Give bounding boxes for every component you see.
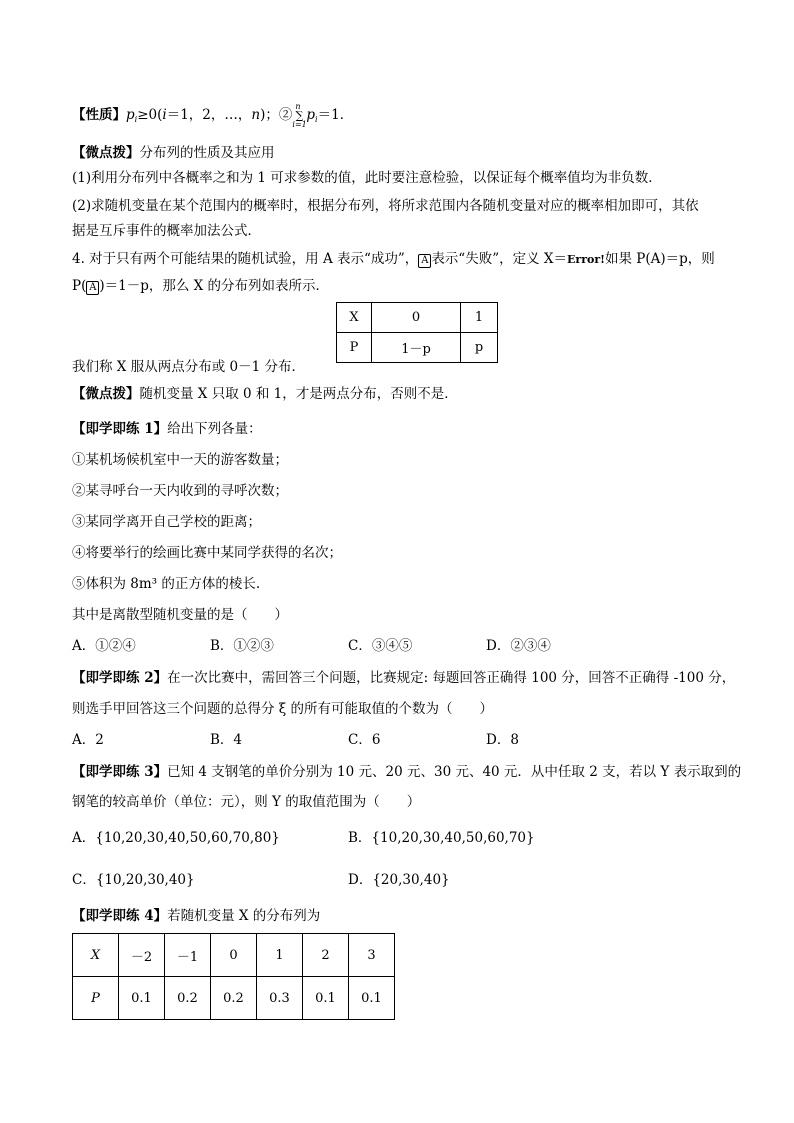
property-line: 【性质】$p_i\ge 0(i=1$，2，…，n)；② n ∑ i=1 $p_i=1$． [72,102,354,129]
table-row: X 0 1 [337,303,498,333]
tip-2: 【微点拨】随机变量 X 只取 0 和 1，才是两点分布，否则不是． [72,386,458,402]
exercise-3-heading: 【即学即练 3】已知 4 支钢笔的单价分别为 10 元、20 元、30 元、40 元．从中任取 2 支，若以 Y 表示取到的 [72,764,742,780]
option-a[interactable]: A．2 [72,732,104,748]
exercise-3-line: 钢笔的较高单价（单位：元），则 Y 的取值范围为（ ） [72,794,421,810]
two-point-distribution-table [336,302,498,363]
exercise-1-heading: 【即学即练 1】给出下列各量： [72,421,262,437]
tip-heading: 【微点拨】分布列的性质及其应用 [72,145,275,161]
distribution-table [72,933,395,1020]
option-c[interactable]: C．{10,20,30,40} [72,872,195,888]
table-row: P 0.1 0.2 0.2 0.3 0.1 0.1 [73,977,395,1020]
list-item: ④将要举行的绘画比赛中某同学获得的名次； [72,545,342,561]
option-a[interactable]: A．{10,20,30,40,50,60,70,80} [72,830,280,846]
option-d[interactable]: D．②③④ [486,638,551,654]
a-bar-symbol: A [418,254,431,268]
two-point-definition: 我们称 X 服从两点分布或 0－1 分布． [72,359,305,375]
tip-line: 据是互斥事件的概率加法公式． [72,223,261,239]
option-b[interactable]: B．4 [210,732,243,748]
exercise-4-heading: 【即学即练 4】若随机变量 X 的分布列为 [72,908,321,924]
section-4-line: P( A )＝1－p，那么 X 的分布列如表所示． [72,278,330,294]
tip-line: (2)求随机变量在某个范围内的概率时，根据分布列，将所求范围内各随机变量对应的概率相加即可，其依 [72,198,699,214]
option-a[interactable]: A．①②④ [72,638,136,654]
list-item: ⑤体积为 8m³ 的正方体的棱长. [72,576,261,592]
exercise-2-line: 则选手甲回答这三个问题的总得分 ξ 的所有可能取值的个数为（ ） [72,701,494,717]
option-b[interactable]: B．{10,20,30,40,50,60,70} [348,830,535,846]
option-d[interactable]: D．{20,30,40} [348,872,450,888]
a-bar-symbol: A [86,281,99,295]
option-c[interactable]: C．6 [348,732,381,748]
option-c[interactable]: C．③④⑤ [348,638,413,654]
list-item: ①某机场候机室中一天的游客数量； [72,452,288,468]
question-prompt: 其中是离散型随机变量的是（ ） [72,607,288,623]
option-d[interactable]: D．8 [486,732,519,748]
list-item: ③某同学离开自己学校的距离； [72,514,261,530]
section-4-line: 4. 对于只有两个可能结果的随机试验，用 A 表示“成功”， A 表示“失败”，定义 X＝Error!如果 P(A)＝p，则 [72,251,715,267]
sum-symbol: n ∑ i=1 [292,102,307,129]
tip-line: (1)利用分布列中各概率之和为 1 可求参数的值，此时要注意检验，以保证每个概率值均为非负数． [72,170,662,186]
list-item: ②某寻呼台一天内收到的寻呼次数； [72,483,288,499]
option-b[interactable]: B．①②③ [210,638,274,654]
table-row: X －2 －1 0 1 2 3 [73,934,395,977]
table-row: P 1－p p [337,333,498,363]
exercise-2-heading: 【即学即练 2】在一次比赛中，需回答三个问题，比赛规定: 每题回答正确得 100 分，回答不正确得 -100 分， [72,670,736,686]
